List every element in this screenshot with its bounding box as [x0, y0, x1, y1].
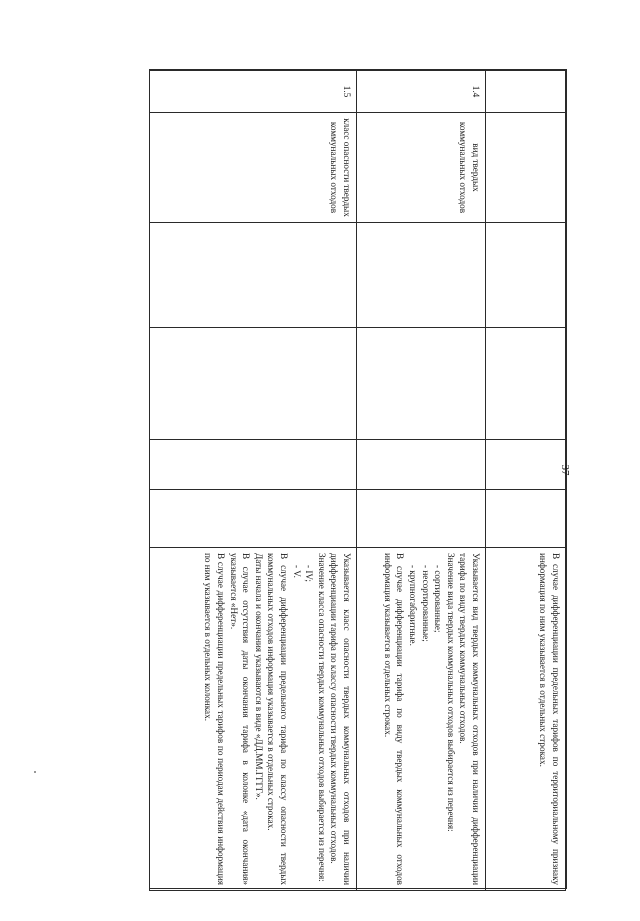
description-paragraph: В случае дифференциации предельного тарифа по классу опасности твердых коммунальных отходов информация указывается в отдельных строках.: [266, 553, 290, 885]
empty-cell: [357, 440, 486, 490]
page-number: 37: [559, 464, 571, 476]
empty-cell: [486, 328, 566, 440]
table-row-continuation: [486, 71, 566, 891]
description-paragraph: В случае дифференциации предельных тарифов по территориальному признаку информация по ним указывается в отдельных строках.: [538, 553, 561, 885]
row-description-cell: [486, 548, 566, 891]
list-item: - IV;: [304, 565, 315, 582]
row-description-cell: [150, 548, 357, 891]
list-item: - крупногабаритные.: [408, 565, 419, 646]
list-item: - сортированные;: [433, 565, 444, 633]
empty-cell: [150, 223, 357, 328]
row-name-cell: класс опасности твердых коммунальных отходов: [150, 113, 357, 223]
row-number-cell: [486, 71, 566, 113]
empty-cell: [486, 490, 566, 548]
empty-cell: [357, 328, 486, 440]
description-paragraph: Указывается класс опасности твердых коммунальных отходов при наличии дифференциации тарифа по классу опасности твердых коммунальных отходов.: [329, 553, 352, 885]
empty-cell: [150, 440, 357, 490]
scan-artifact: [34, 771, 36, 773]
row-name-cell: вид твердых коммунальных отходов: [357, 113, 486, 223]
tariff-table: [149, 69, 567, 889]
description-paragraph: Указывается вид твердых коммунальных отходов при наличии дифференциации тарифа по виду твердых коммунальных отходов.: [458, 553, 481, 885]
row-name-cell: [486, 113, 566, 223]
empty-cell: [486, 223, 566, 328]
empty-cell: [150, 490, 357, 548]
description-paragraph: Значение класса опасности твердых коммунальных отходов выбирается из перечня:: [316, 553, 327, 882]
description-paragraph: Значение вида твердых коммунальных отходов выбирается из перечня:: [445, 553, 456, 832]
empty-cell: [486, 440, 566, 490]
list-item: - V.: [291, 565, 302, 578]
empty-cell: [357, 223, 486, 328]
row-number-cell: 1.4: [357, 71, 486, 113]
description-paragraph: Даты начала и окончания указываются в виде «ДД.ММ.ГГГГ».: [253, 553, 264, 800]
table-row-hazard-class: [150, 71, 357, 891]
table-row-waste-type: [357, 71, 486, 891]
description-paragraph: В случае дифференциации тарифа по виду твердых коммунальных отходов информация указывается в отдельных строках.: [382, 553, 406, 885]
empty-cell: [150, 328, 357, 440]
list-item: - несортированные;: [420, 565, 431, 642]
row-description-cell: [357, 548, 486, 891]
empty-cell: [357, 490, 486, 548]
description-paragraph: В случае дифференциации предельных тарифов по периодам действия информация по ним указывается в отдельных колонках.: [203, 553, 227, 885]
row-number-cell: 1.5: [150, 71, 357, 113]
description-paragraph: В случае отсутствия даты окончания тарифа в колонке «дата окончания» указывается «Нет».: [228, 553, 252, 885]
